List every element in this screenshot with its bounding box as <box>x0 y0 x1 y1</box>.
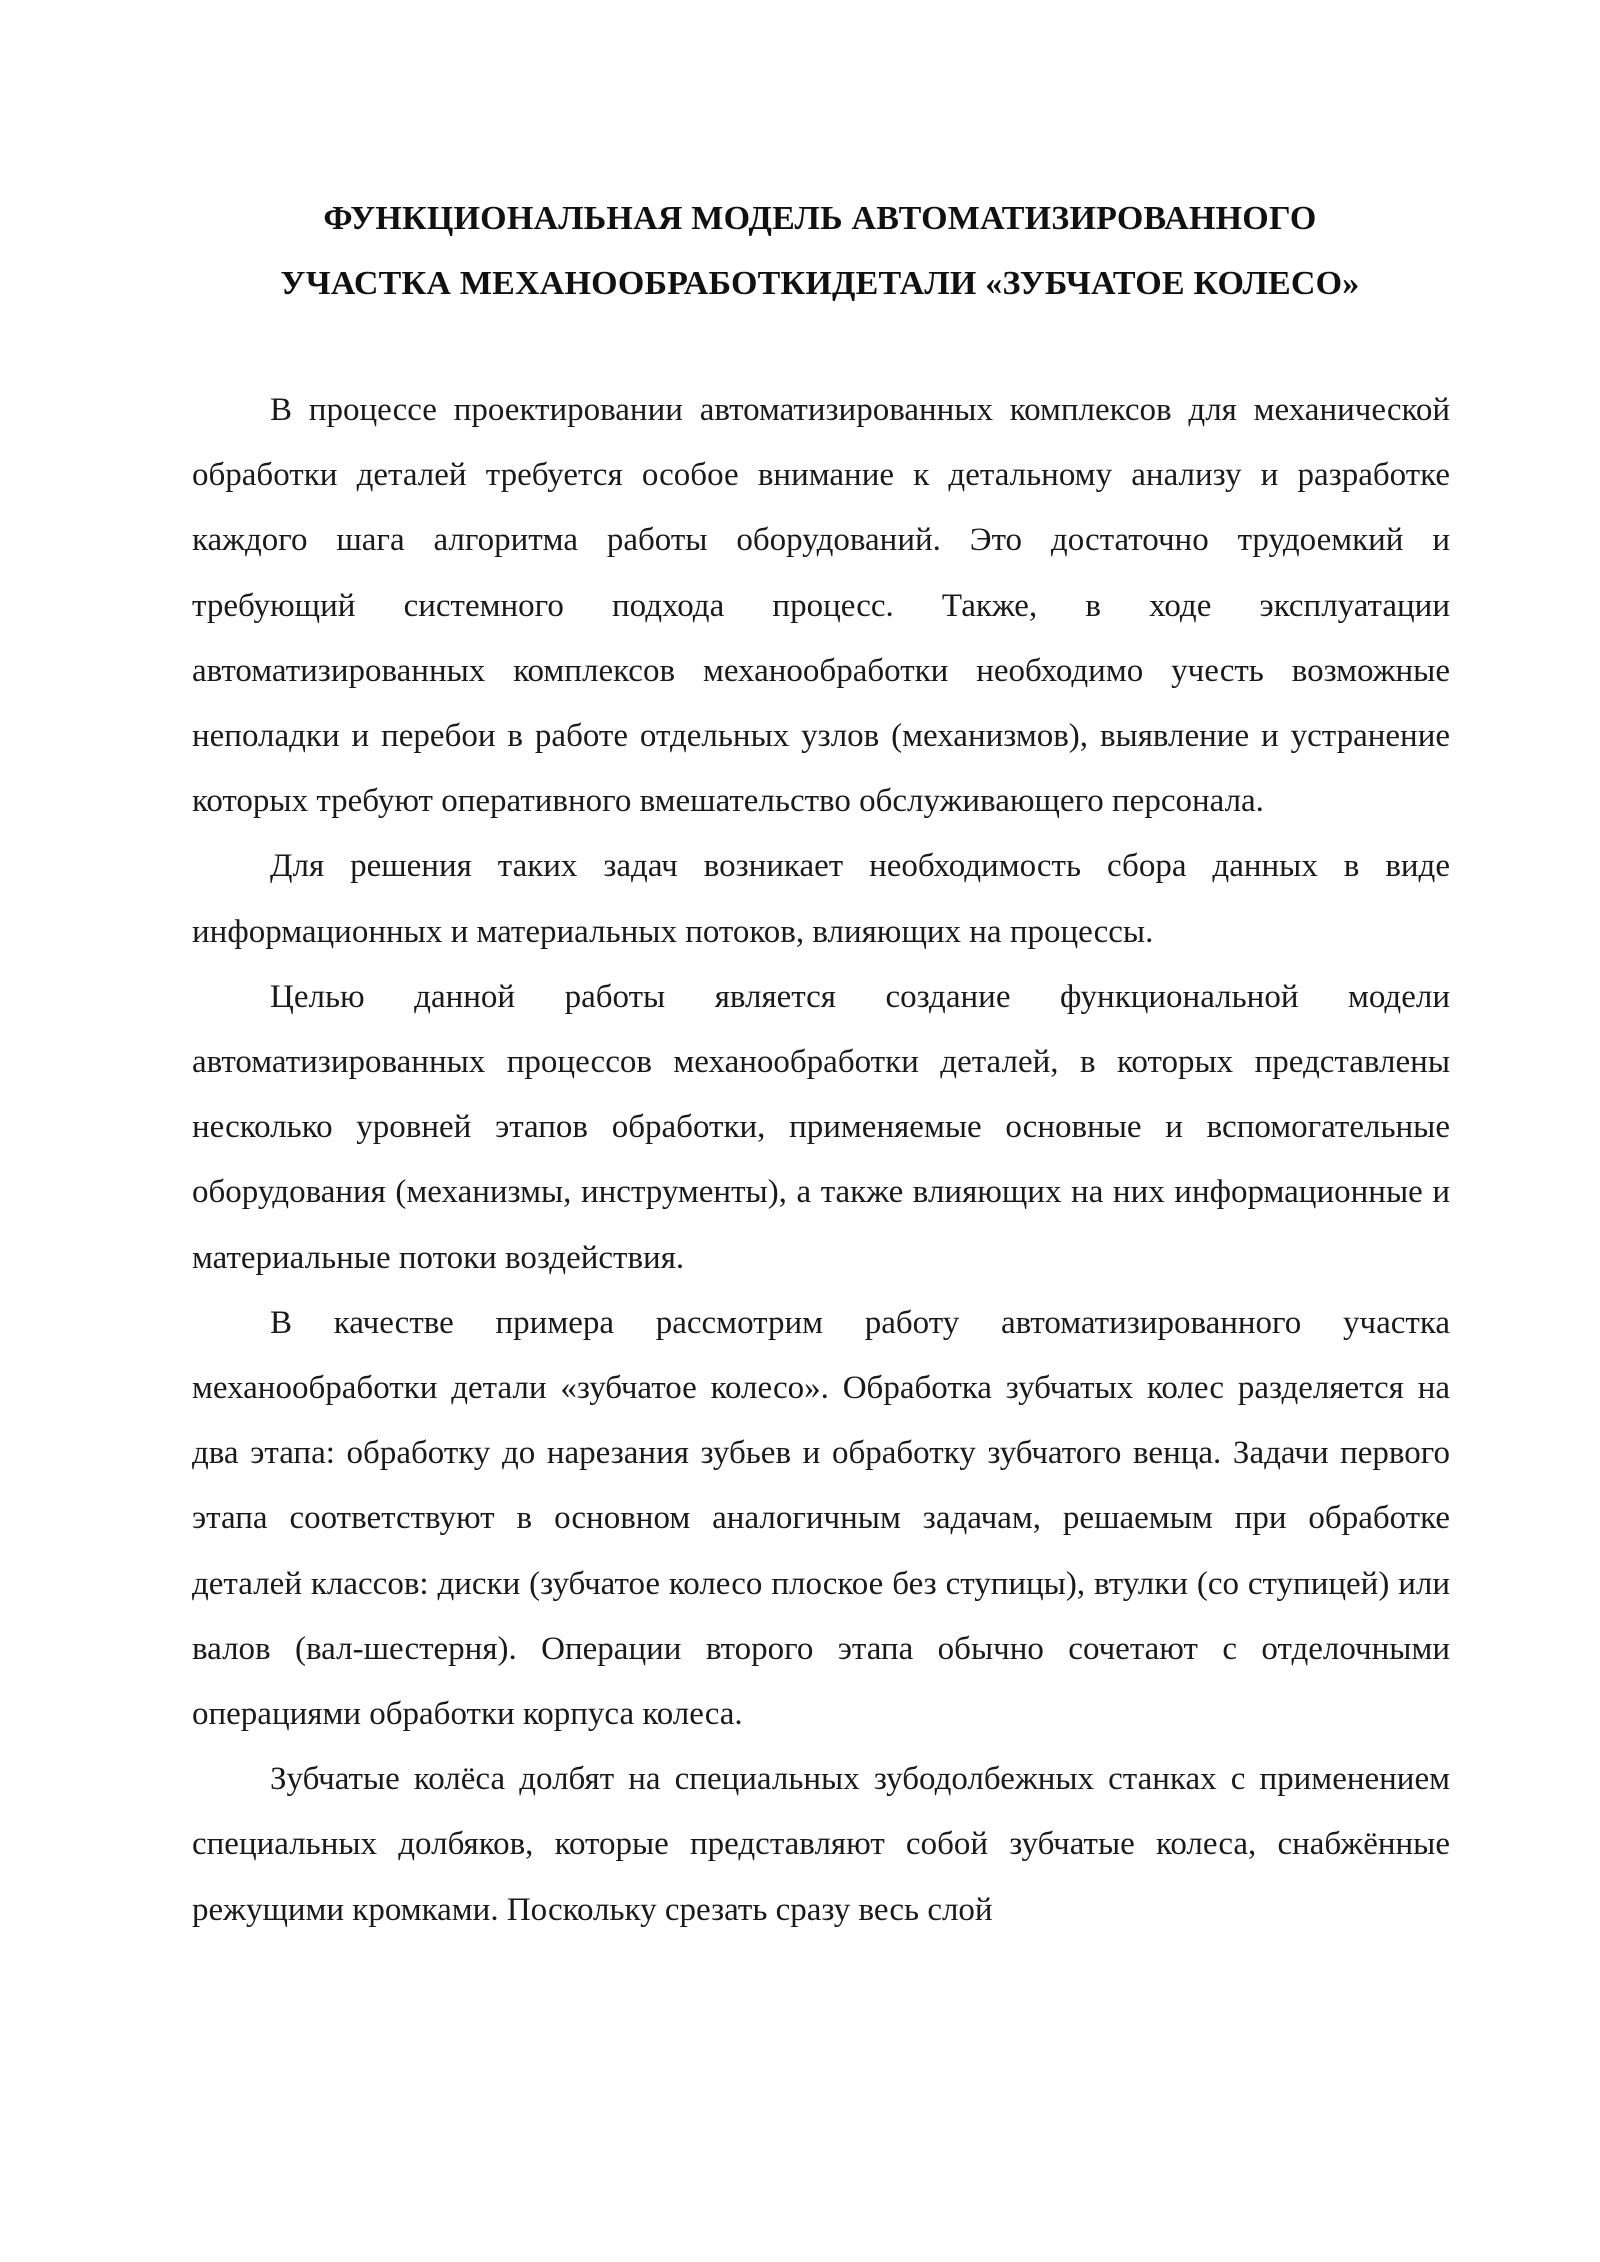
page-title <box>190 186 1450 316</box>
paragraph-1: В процессе проектировании автоматизированных комплексов для механической обработки деталей требуется особое внимание к детальному анализу и разработке каждого шага алгоритма работы оборудований. Это достаточно трудоемкий и требующий системного подхода процесс. Также, в ходе эксплуатации автоматизированных комплексов механообработки необходимо учесть возможные неполадки и перебои в работе отдельных узлов (механизмов), выявление и устранение которых требуют оперативного вмешательство обслуживающего персонала. <box>192 392 1450 820</box>
title-line-1: ФУНКЦИОНАЛЬНАЯ МОДЕЛЬ АВТОМАТИЗИРОВАННОГО <box>323 200 1317 237</box>
paragraph-5: Зубчатые колёса долбят на специальных зубодолбежных станках с применением специальных долбяков, которые представляют собой зубчатые колеса, снабжённые режущими кромками. Поскольку срезать сразу весь слой <box>192 1761 1450 1928</box>
document-body <box>192 378 1450 1943</box>
title-line-2: УЧАСТКА МЕХАНООБРАБОТКИДЕТАЛИ «ЗУБЧАТОЕ КОЛЕСО» <box>280 265 1360 302</box>
paragraph-3: Целью данной работы является создание функциональной модели автоматизированных процессов механообработки деталей, в которых представлены несколько уровней этапов обработки, применяемые основные и вспомогательные оборудования (механизмы, инструменты), а также влияющих на них информационные и материальные потоки воздействия. <box>192 978 1450 1276</box>
paragraph-2: Для решения таких задач возникает необходимость сбора данных в виде информационных и материальных потоков, влияющих на процессы. <box>192 848 1450 950</box>
paragraph-4: В качестве примера рассмотрим работу автоматизированного участка механообработки детали «зубчатое колесо». Обработка зубчатых колес разделяется на два этапа: обработку до нарезания зубьев и обработку зубчатого венца. Задачи первого этапа соответствуют в основном аналогичным задачам, решаемым при обработке деталей классов: диски (зубчатое колесо плоское без ступицы), втулки (со ступицей) или валов (вал-шестерня). Операции второго этапа обычно сочетают с отделочными операциями обработки корпуса колеса. <box>192 1304 1450 1733</box>
